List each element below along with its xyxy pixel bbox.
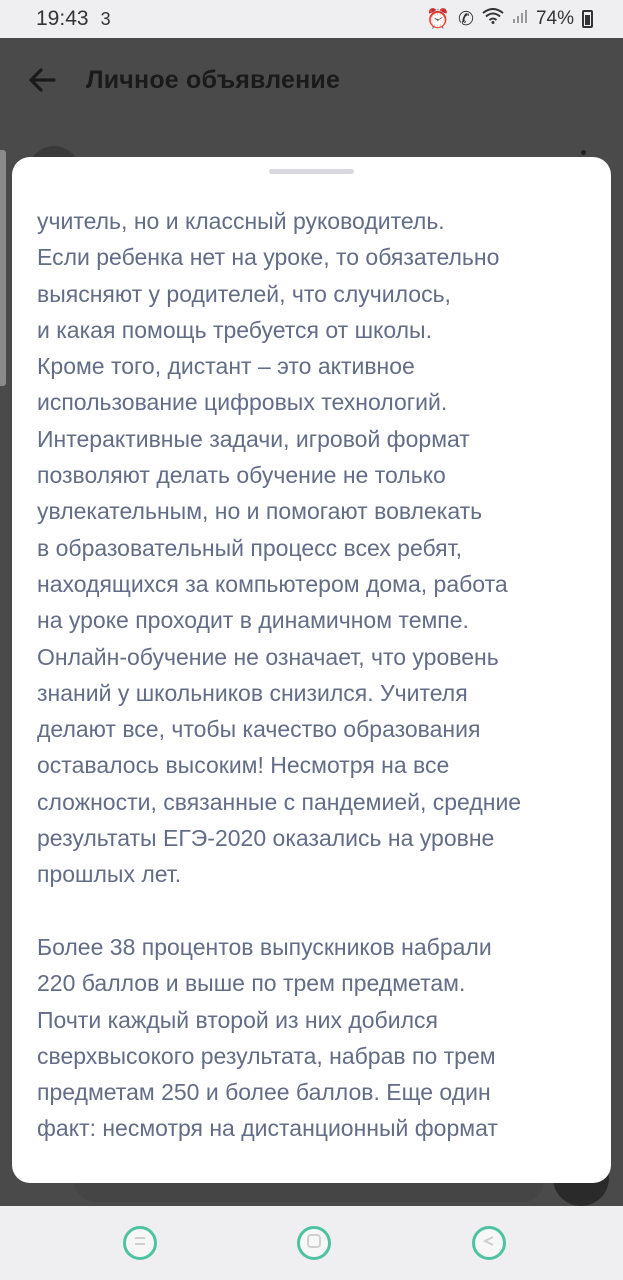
page-title: Личное объявление — [86, 65, 341, 94]
text-line: в образовательный процесс всех ребят, — [37, 534, 462, 561]
text-line: Интерактивные задачи, игровой формат — [37, 425, 470, 452]
status-icons — [426, 7, 593, 31]
text-line: Если ребенка нет на уроке, то обязательно — [37, 244, 500, 271]
battery-icon — [582, 10, 593, 28]
status-time: 19:43 — [36, 7, 89, 30]
home-icon — [305, 1232, 323, 1255]
arrow-left-icon[interactable] — [26, 64, 58, 96]
back-icon — [480, 1232, 498, 1255]
text-line: выясняют у родителей, что случилось, — [37, 280, 451, 307]
home-button[interactable] — [297, 1226, 331, 1260]
text-line: использование цифровых технологий. — [37, 389, 448, 416]
status-notification-count: 3 — [100, 8, 111, 29]
status-bar — [0, 0, 623, 38]
text-line: на уроке проходит в динамичном темпе. — [37, 607, 469, 634]
text-line: сложности, связанные с пандемией, средние — [37, 788, 522, 815]
drag-handle[interactable] — [269, 169, 354, 174]
text-line: Почти каждый второй из них добился — [37, 1006, 438, 1033]
signal-icon — [512, 8, 528, 30]
edge-panel-handle[interactable] — [0, 150, 6, 386]
text-line: Онлайн-обучение не означает, что уровень — [37, 643, 499, 670]
text-line: делают все, чтобы качество образования — [37, 716, 481, 743]
text-line: прошлых лет. — [37, 861, 182, 888]
recent-apps-button[interactable] — [123, 1226, 157, 1260]
text-line: увлекательным, но и помогают вовлекать — [37, 498, 483, 525]
paragraph-gap — [37, 893, 597, 929]
call-icon: ✆ — [458, 8, 474, 30]
system-nav-bar — [0, 1206, 623, 1280]
text-line: знаний у школьников снизился. Учителя — [37, 679, 468, 706]
text-line: оставалось высоким! Несмотря на все — [37, 752, 450, 779]
text-line: Более 38 процентов выпускников набрали — [37, 933, 492, 960]
text-line: сверхвысокого результата, набрав по трем — [37, 1042, 496, 1069]
text-line: результаты ЕГЭ-2020 оказались на уровне — [37, 825, 495, 852]
wifi-icon — [482, 8, 504, 30]
text-line: учитель, но и классный руководитель. — [37, 208, 445, 234]
back-button[interactable] — [472, 1226, 506, 1260]
alarm-icon: ⏰ — [426, 9, 451, 30]
battery-percent: 74% — [535, 8, 574, 29]
recent-apps-icon — [131, 1232, 149, 1255]
text-line: находящихся за компьютером дома, работа — [37, 570, 508, 597]
text-line: 220 баллов и выше по трем предметам. — [37, 970, 466, 997]
text-line: и какая помощь требуется от школы. — [37, 316, 432, 343]
bottom-sheet[interactable] — [12, 157, 611, 1183]
text-line: факт: несмотря на дистанционный формат — [37, 1115, 498, 1142]
sheet-body-text — [37, 203, 597, 1147]
text-line: Кроме того, дистант – это активное — [37, 353, 415, 380]
app-bar — [0, 38, 623, 122]
text-line: позволяют делать обучение не только — [37, 462, 446, 489]
text-line: предметам 250 и более баллов. Еще один — [37, 1079, 491, 1106]
